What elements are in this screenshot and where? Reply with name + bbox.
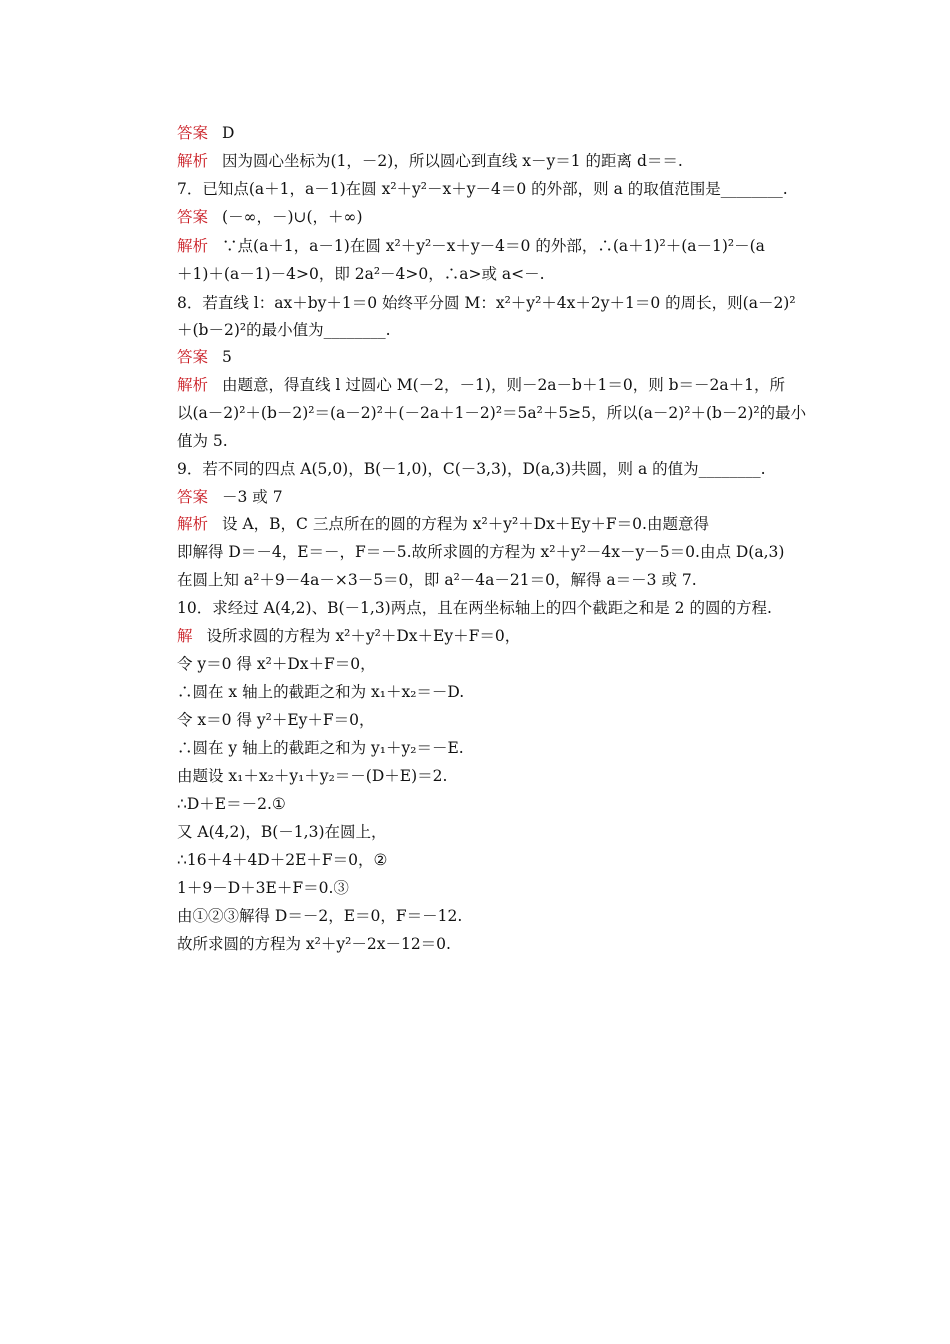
answer-label: 答案 [177, 348, 209, 366]
analysis-text: 因为圆心坐标为(1，－2)，所以圆心到直线 x－y＝1 的距离 d＝＝. [222, 152, 683, 170]
q8-question-line-1: 8．若直线 l：ax＋by＋1＝0 始终平分圆 M：x²＋y²＋4x＋2y＋1＝0 的周长，则(a－2)² [177, 294, 796, 312]
answer-text: (－∞，－)∪(，＋∞) [222, 208, 363, 226]
analysis-text: 由题意，得直线 l 过圆心 M(－2，－1)，则－2a－b＋1＝0，则 b＝－2a＋1，所 [222, 376, 786, 394]
q10-solution-line-3: ∴圆在 x 轴上的截距之和为 x₁＋x₂＝－D. [177, 683, 465, 701]
q10-solution-line-11: 由①②③解得 D＝－2，E＝0，F＝－12. [177, 907, 463, 925]
q10-solution-line-2: 令 y＝0 得 x²＋Dx＋F＝0， [177, 655, 376, 673]
answer-label: 答案 [177, 488, 209, 506]
q10-solution-line-10: 1＋9－D＋3E＋F＝0.③ [177, 879, 349, 897]
q10-solution-line-1 [177, 626, 817, 648]
q7-analysis-line-2: ＋1)＋(a－1)－4>0，即 2a²－4>0，∴a>或 a<－. [177, 265, 545, 283]
analysis-label: 解析 [177, 152, 209, 170]
q9-question: 9．若不同的四点 A(5,0)，B(－1,0)，C(－3,3)，D(a,3)共圆，则 a 的值为________. [177, 460, 766, 478]
analysis-label: 解析 [177, 376, 209, 394]
q8-question-line-2: ＋(b－2)²的最小值为________. [177, 321, 391, 339]
q9-analysis-line-3: 在圆上知 a²＋9－4a－×3－5＝0，即 a²－4a－21＝0，解得 a＝－3 或 7. [177, 571, 697, 589]
answer-label: 答案 [177, 208, 209, 226]
q10-solution-line-6: 由题设 x₁＋x₂＋y₁＋y₂＝－(D＋E)＝2. [177, 767, 448, 785]
answer-text: 5 [222, 348, 232, 366]
q7-analysis-line-1 [177, 236, 817, 258]
analysis-label: 解析 [177, 237, 209, 255]
q10-solution-line-8: 又 A(4,2)，B(－1,3)在圆上， [177, 823, 387, 841]
q10-solution-line-4: 令 x＝0 得 y²＋Ey＋F＝0， [177, 711, 375, 729]
answer-text: D [222, 124, 235, 142]
answer-text: －3 或 7 [222, 488, 283, 506]
q8-analysis-line-2: 以(a－2)²＋(b－2)²＝(a－2)²＋(－2a＋1－2)²＝5a²＋5≥5，所以(a－2)²＋(b－2)²的最小 [177, 404, 807, 422]
solution-label: 解 [177, 627, 193, 645]
solution-text: 设所求圆的方程为 x²＋y²＋Dx＋Ey＋F＝0， [206, 627, 521, 645]
q8-analysis-line-3: 值为 5. [177, 432, 228, 450]
q8-analysis-line-1 [177, 375, 817, 397]
q10-solution-line-7: ∴D＋E＝－2.① [177, 795, 286, 813]
q9-analysis-line-1 [177, 514, 817, 536]
q9-answer-line [177, 487, 817, 509]
analysis-text: 设 A，B，C 三点所在的圆的方程为 x²＋y²＋Dx＋Ey＋F＝0.由题意得 [222, 515, 709, 533]
answer-label: 答案 [177, 124, 209, 142]
q9-analysis-line-2: 即解得 D＝－4，E＝－，F＝－5.故所求圆的方程为 x²＋y²－4x－y－5＝0.由点 D(a,3) [177, 543, 785, 561]
q7-answer-line [177, 207, 817, 229]
q6-answer-line [177, 123, 817, 145]
q6-analysis-line [177, 151, 817, 173]
analysis-text: ∵点(a＋1，a－1)在圆 x²＋y²－x＋y－4＝0 的外部，∴(a＋1)²＋(a－1)²－(a [222, 237, 765, 255]
q7-question: 7．已知点(a＋1，a－1)在圆 x²＋y²－x＋y－4＝0 的外部，则 a 的取值范围是________. [177, 180, 788, 198]
analysis-label: 解析 [177, 515, 209, 533]
q10-solution-line-9: ∴16＋4＋4D＋2E＋F＝0，② [177, 851, 388, 869]
q10-solution-line-5: ∴圆在 y 轴上的截距之和为 y₁＋y₂＝－E. [177, 739, 464, 757]
q8-answer-line [177, 347, 817, 369]
q10-question: 10．求经过 A(4,2)、B(－1,3)两点，且在两坐标轴上的四个截距之和是 2 的圆的方程. [177, 599, 772, 617]
q10-solution-line-12: 故所求圆的方程为 x²＋y²－2x－12＝0. [177, 935, 451, 953]
